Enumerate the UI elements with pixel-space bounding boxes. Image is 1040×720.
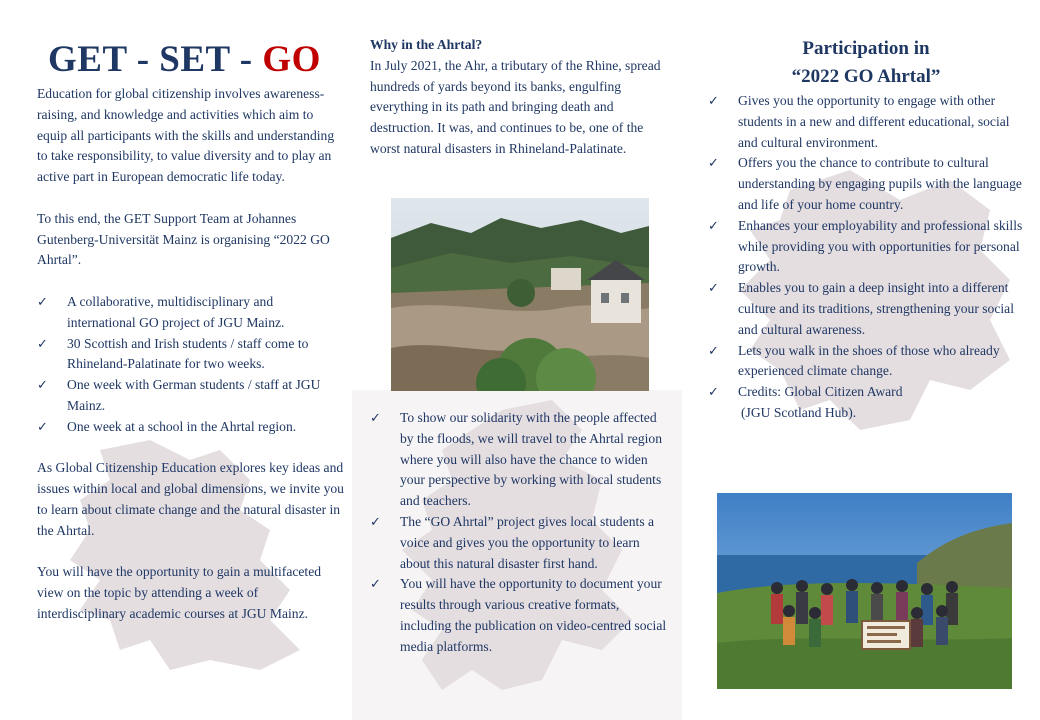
flood-paragraph: In July 2021, the Ahr, a tributary of the Rhine, spread hundreds of yards beyond its banks, engulfing everything in its path and bringing death and destruction. It was, and continues to be, one of the worst natural disasters in Rhineland-Palatinate. <box>370 57 661 156</box>
middle-column <box>370 35 670 160</box>
check-icon: ✓ <box>37 418 48 434</box>
participation-heading: Participation in “2022 GO Ahrtal” <box>791 38 941 87</box>
check-icon: ✓ <box>370 513 381 529</box>
check-icon: ✓ <box>370 576 381 592</box>
list-item: ✓ One week with German students / staff at JGU Mainz. <box>37 377 321 413</box>
list-item: ✓ A collaborative, multidisciplinary and international GO project of JGU Mainz. <box>37 293 285 330</box>
opportunity-paragraph: You will have the opportunity to gain a multifaceted view on the topic by attending a week of interdisciplinary academic courses at JGU Mainz. <box>37 564 322 621</box>
check-icon: ✓ <box>37 377 48 393</box>
list-item: ✓ Offers you the chance to contribute to cultural understanding by engaging pupils with the language and life of your home country. <box>708 155 1022 212</box>
project-facts-list <box>37 292 345 438</box>
check-icon: ✓ <box>708 384 719 400</box>
flood-photo <box>391 198 649 391</box>
check-icon: ✓ <box>708 217 719 233</box>
solidarity-list <box>370 408 670 658</box>
why-ahrtal-heading: Why in the Ahrtal? <box>370 37 483 52</box>
middle-bullets <box>370 408 670 658</box>
right-column <box>708 35 1024 424</box>
list-item: ✓ To show our solidarity with the people affected by the floods, we will travel to the Ahrtal region where you will also have the chance to widen your perspective by working with local students and teachers. <box>370 410 662 509</box>
check-icon: ✓ <box>708 280 719 296</box>
check-icon: ✓ <box>708 155 719 171</box>
organiser-paragraph: To this end, the GET Support Team at Johannes Gutenberg-Universität Mainz is organising “2022 GO Ahrtal”. <box>37 210 330 268</box>
benefits-list <box>708 91 1024 424</box>
list-item: ✓ The “GO Ahrtal” project gives local students a voice and gives you the opportunity to learn about this natural disaster first hand. <box>370 513 655 571</box>
list-item: ✓ One week at a school in the Ahrtal region. <box>37 417 345 438</box>
list-item: ✓ 30 Scottish and Irish students / staff come to Rhineland-Palatinate for two weeks. <box>37 335 309 372</box>
intro-paragraph: Education for global citizenship involves awareness-raising, and knowledge and activities which aim to equip all participants with the skills and understanding to take responsibility, to value diversity and to play an active part in European democratic life today. <box>37 86 335 185</box>
list-item: ✓ Enhances your employability and professional skills while providing you with opportunities for personal growth. <box>708 217 1023 275</box>
group-photo <box>717 493 1012 689</box>
list-item: ✓ You will have the opportunity to document your results through various creative formats, including the publication on video-centred social media platforms. <box>370 576 667 654</box>
gce-paragraph: As Global Citizenship Education explores key ideas and issues within local and global dimensions, we invite you to learn about climate change and the natural disaster in the Ahrtal. <box>37 460 344 538</box>
list-item: ✓ Credits: Global Citizen Award (JGU Scotland Hub). <box>708 384 903 420</box>
check-icon: ✓ <box>37 335 48 351</box>
list-item: ✓ Enables you to gain a deep insight into a different culture and its traditions, strengthening your social and cultural awareness. <box>708 280 1014 337</box>
list-item: ✓ Lets you walk in the shoes of those who already experienced climate change. <box>708 342 1000 379</box>
check-icon: ✓ <box>708 93 719 108</box>
check-icon: ✓ <box>37 293 48 309</box>
check-icon: ✓ <box>370 410 381 425</box>
left-column <box>37 84 345 625</box>
check-icon: ✓ <box>708 342 719 358</box>
page-title: GET - SET - GO <box>48 39 321 80</box>
list-item: ✓ Gives you the opportunity to engage with other students in a new and different educational, social and cultural environment. <box>708 93 1010 150</box>
